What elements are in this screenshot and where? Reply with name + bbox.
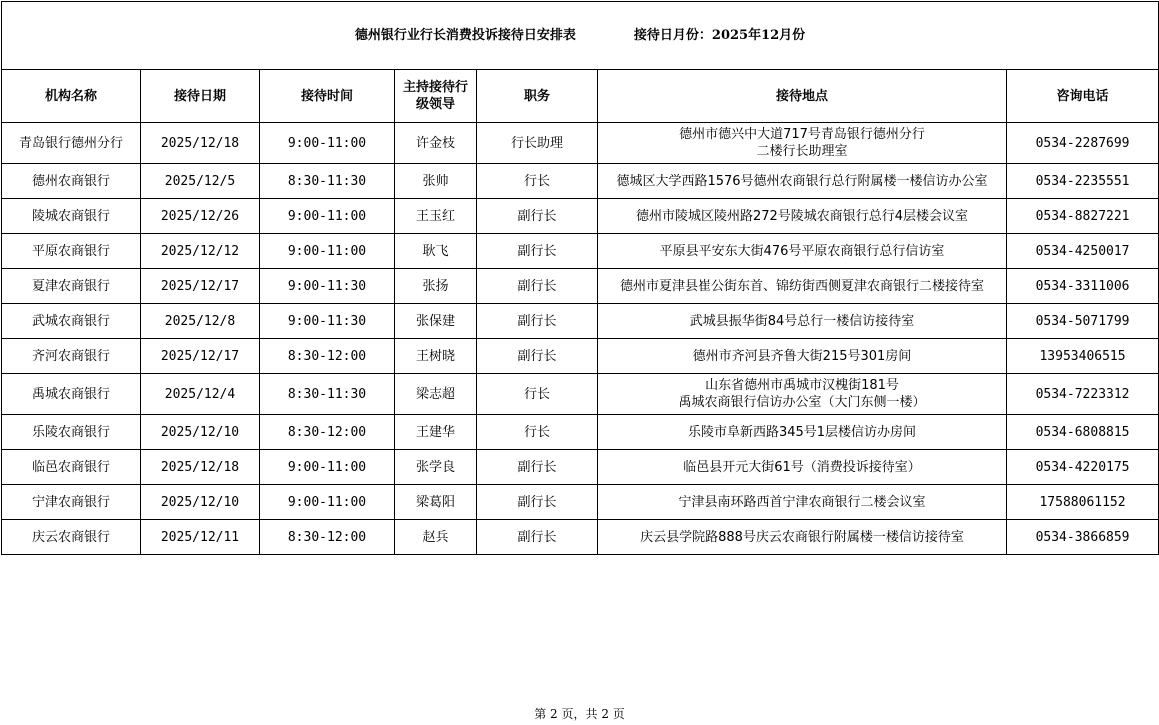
cell-time: 8:30-12:00 bbox=[260, 520, 395, 555]
cell-institution: 乐陵农商银行 bbox=[2, 415, 141, 450]
cell-leader: 张帅 bbox=[395, 164, 477, 199]
cell-leader: 王树晓 bbox=[395, 339, 477, 374]
cell-time: 8:30-12:00 bbox=[260, 339, 395, 374]
cell-location bbox=[598, 123, 1007, 164]
cell-date: 2025/12/10 bbox=[141, 485, 260, 520]
cell-location bbox=[598, 485, 1007, 520]
cell-phone: 13953406515 bbox=[1007, 339, 1159, 374]
cell-date: 2025/12/26 bbox=[141, 199, 260, 234]
table-row bbox=[2, 234, 1159, 269]
cell-phone: 0534-5071799 bbox=[1007, 304, 1159, 339]
header-leader bbox=[395, 70, 477, 123]
cell-institution: 青岛银行德州分行 bbox=[2, 123, 141, 164]
table-row bbox=[2, 269, 1159, 304]
cell-date: 2025/12/17 bbox=[141, 339, 260, 374]
cell-time: 8:30-12:00 bbox=[260, 415, 395, 450]
cell-phone: 0534-7223312 bbox=[1007, 374, 1159, 415]
table-row bbox=[2, 164, 1159, 199]
cell-date: 2025/12/18 bbox=[141, 123, 260, 164]
cell-leader: 许金枝 bbox=[395, 123, 477, 164]
cell-location bbox=[598, 269, 1007, 304]
header-row bbox=[2, 70, 1159, 123]
title-month: 接待日月份：2025年12月份 bbox=[633, 28, 806, 43]
header-date: 接待日期 bbox=[141, 70, 260, 123]
table-row bbox=[2, 485, 1159, 520]
header-position: 职务 bbox=[477, 70, 598, 123]
cell-leader: 张保建 bbox=[395, 304, 477, 339]
cell-phone: 17588061152 bbox=[1007, 485, 1159, 520]
cell-institution: 平原农商银行 bbox=[2, 234, 141, 269]
cell-location bbox=[598, 164, 1007, 199]
cell-leader: 梁志超 bbox=[395, 374, 477, 415]
title-main: 德州银行业行长消费投诉接待日安排表 bbox=[354, 28, 576, 43]
cell-leader: 梁葛阳 bbox=[395, 485, 477, 520]
cell-date: 2025/12/12 bbox=[141, 234, 260, 269]
cell-time: 9:00-11:30 bbox=[260, 304, 395, 339]
cell-time: 9:00-11:30 bbox=[260, 269, 395, 304]
cell-phone: 0534-3866859 bbox=[1007, 520, 1159, 555]
cell-position: 副行长 bbox=[477, 304, 598, 339]
table-row bbox=[2, 450, 1159, 485]
cell-leader: 赵兵 bbox=[395, 520, 477, 555]
cell-institution: 禹城农商银行 bbox=[2, 374, 141, 415]
cell-institution: 德州农商银行 bbox=[2, 164, 141, 199]
header-leader-line1: 主持接待行 bbox=[402, 80, 468, 95]
cell-institution: 宁津农商银行 bbox=[2, 485, 141, 520]
cell-institution: 夏津农商银行 bbox=[2, 269, 141, 304]
cell-location-line: 德州市齐河县齐鲁大街215号301房间 bbox=[692, 348, 912, 364]
schedule-table bbox=[1, 1, 1159, 555]
cell-date: 2025/12/11 bbox=[141, 520, 260, 555]
cell-location bbox=[598, 304, 1007, 339]
cell-leader: 张学良 bbox=[395, 450, 477, 485]
cell-location-line: 山东省德州市禹城市汉槐街181号 bbox=[705, 378, 899, 393]
table-row bbox=[2, 123, 1159, 164]
cell-location bbox=[598, 234, 1007, 269]
header-institution: 机构名称 bbox=[2, 70, 141, 123]
cell-date: 2025/12/10 bbox=[141, 415, 260, 450]
cell-position: 副行长 bbox=[477, 450, 598, 485]
cell-location-line: 武城县振华街84号总行一楼信访接待室 bbox=[689, 313, 915, 329]
header-phone: 咨询电话 bbox=[1007, 70, 1159, 123]
cell-institution: 临邑农商银行 bbox=[2, 450, 141, 485]
cell-time: 9:00-11:00 bbox=[260, 234, 395, 269]
cell-location bbox=[598, 415, 1007, 450]
cell-location-line: 德州市夏津县崔公街东首、锦纺街西侧夏津农商银行二楼接待室 bbox=[619, 278, 984, 294]
cell-phone: 0534-6808815 bbox=[1007, 415, 1159, 450]
cell-leader: 王玉红 bbox=[395, 199, 477, 234]
cell-position: 副行长 bbox=[477, 269, 598, 304]
cell-location bbox=[598, 374, 1007, 415]
header-leader-line2: 级领导 bbox=[415, 97, 455, 112]
cell-location-line: 平原县平安东大街476号平原农商银行总行信访室 bbox=[659, 243, 945, 259]
cell-date: 2025/12/17 bbox=[141, 269, 260, 304]
cell-date: 2025/12/4 bbox=[141, 374, 260, 415]
page-footer: 第 2 页，共 2 页 bbox=[534, 707, 625, 721]
cell-date: 2025/12/8 bbox=[141, 304, 260, 339]
cell-time: 9:00-11:00 bbox=[260, 123, 395, 164]
cell-location-line: 德州市德兴中大道717号青岛银行德州分行 bbox=[679, 127, 925, 142]
cell-location bbox=[598, 339, 1007, 374]
cell-location-line: 德州市陵城区陵州路272号陵城农商银行总行4层楼会议室 bbox=[635, 208, 969, 224]
cell-position: 副行长 bbox=[477, 520, 598, 555]
cell-phone: 0534-2287699 bbox=[1007, 123, 1159, 164]
table-row bbox=[2, 304, 1159, 339]
cell-phone: 0534-3311006 bbox=[1007, 269, 1159, 304]
table-row bbox=[2, 415, 1159, 450]
cell-leader: 耿飞 bbox=[395, 234, 477, 269]
table-row bbox=[2, 199, 1159, 234]
cell-institution: 齐河农商银行 bbox=[2, 339, 141, 374]
cell-location-line: 德城区大学西路1576号德州农商银行总行附属楼一楼信访办公室 bbox=[616, 173, 988, 189]
header-time: 接待时间 bbox=[260, 70, 395, 123]
schedule-sheet bbox=[1, 1, 1158, 555]
title-row bbox=[2, 2, 1159, 70]
cell-position: 副行长 bbox=[477, 199, 598, 234]
cell-phone: 0534-8827221 bbox=[1007, 199, 1159, 234]
cell-time: 9:00-11:00 bbox=[260, 485, 395, 520]
cell-time: 8:30-11:30 bbox=[260, 374, 395, 415]
cell-time: 8:30-11:30 bbox=[260, 164, 395, 199]
header-location: 接待地点 bbox=[598, 70, 1007, 123]
cell-location-line: 临邑县开元大街61号（消费投诉接待室） bbox=[683, 459, 921, 475]
cell-location-line: 二楼行长助理室 bbox=[756, 144, 848, 159]
cell-leader: 张扬 bbox=[395, 269, 477, 304]
table-row bbox=[2, 374, 1159, 415]
cell-institution: 陵城农商银行 bbox=[2, 199, 141, 234]
cell-phone: 0534-4250017 bbox=[1007, 234, 1159, 269]
table-row bbox=[2, 339, 1159, 374]
cell-position: 行长 bbox=[477, 415, 598, 450]
cell-location bbox=[598, 450, 1007, 485]
cell-location bbox=[598, 520, 1007, 555]
cell-time: 9:00-11:00 bbox=[260, 199, 395, 234]
cell-date: 2025/12/5 bbox=[141, 164, 260, 199]
cell-location-line: 乐陵市阜新西路345号1层楼信访办房间 bbox=[687, 424, 917, 440]
cell-position: 行长 bbox=[477, 164, 598, 199]
cell-institution: 庆云农商银行 bbox=[2, 520, 141, 555]
cell-location-line: 禹城农商银行信访办公室（大门东侧一楼） bbox=[678, 395, 926, 410]
cell-position: 副行长 bbox=[477, 234, 598, 269]
cell-location bbox=[598, 199, 1007, 234]
cell-time: 9:00-11:00 bbox=[260, 450, 395, 485]
cell-date: 2025/12/18 bbox=[141, 450, 260, 485]
cell-leader: 王建华 bbox=[395, 415, 477, 450]
table-row bbox=[2, 520, 1159, 555]
cell-position: 行长助理 bbox=[477, 123, 598, 164]
cell-institution: 武城农商银行 bbox=[2, 304, 141, 339]
cell-position: 副行长 bbox=[477, 485, 598, 520]
cell-phone: 0534-2235551 bbox=[1007, 164, 1159, 199]
cell-location-line: 宁津县南环路西首宁津农商银行二楼会议室 bbox=[678, 494, 926, 510]
cell-phone: 0534-4220175 bbox=[1007, 450, 1159, 485]
table-title bbox=[2, 2, 1159, 70]
cell-position: 副行长 bbox=[477, 339, 598, 374]
cell-position: 行长 bbox=[477, 374, 598, 415]
cell-location-line: 庆云县学院路888号庆云农商银行附属楼一楼信访接待室 bbox=[640, 529, 964, 545]
